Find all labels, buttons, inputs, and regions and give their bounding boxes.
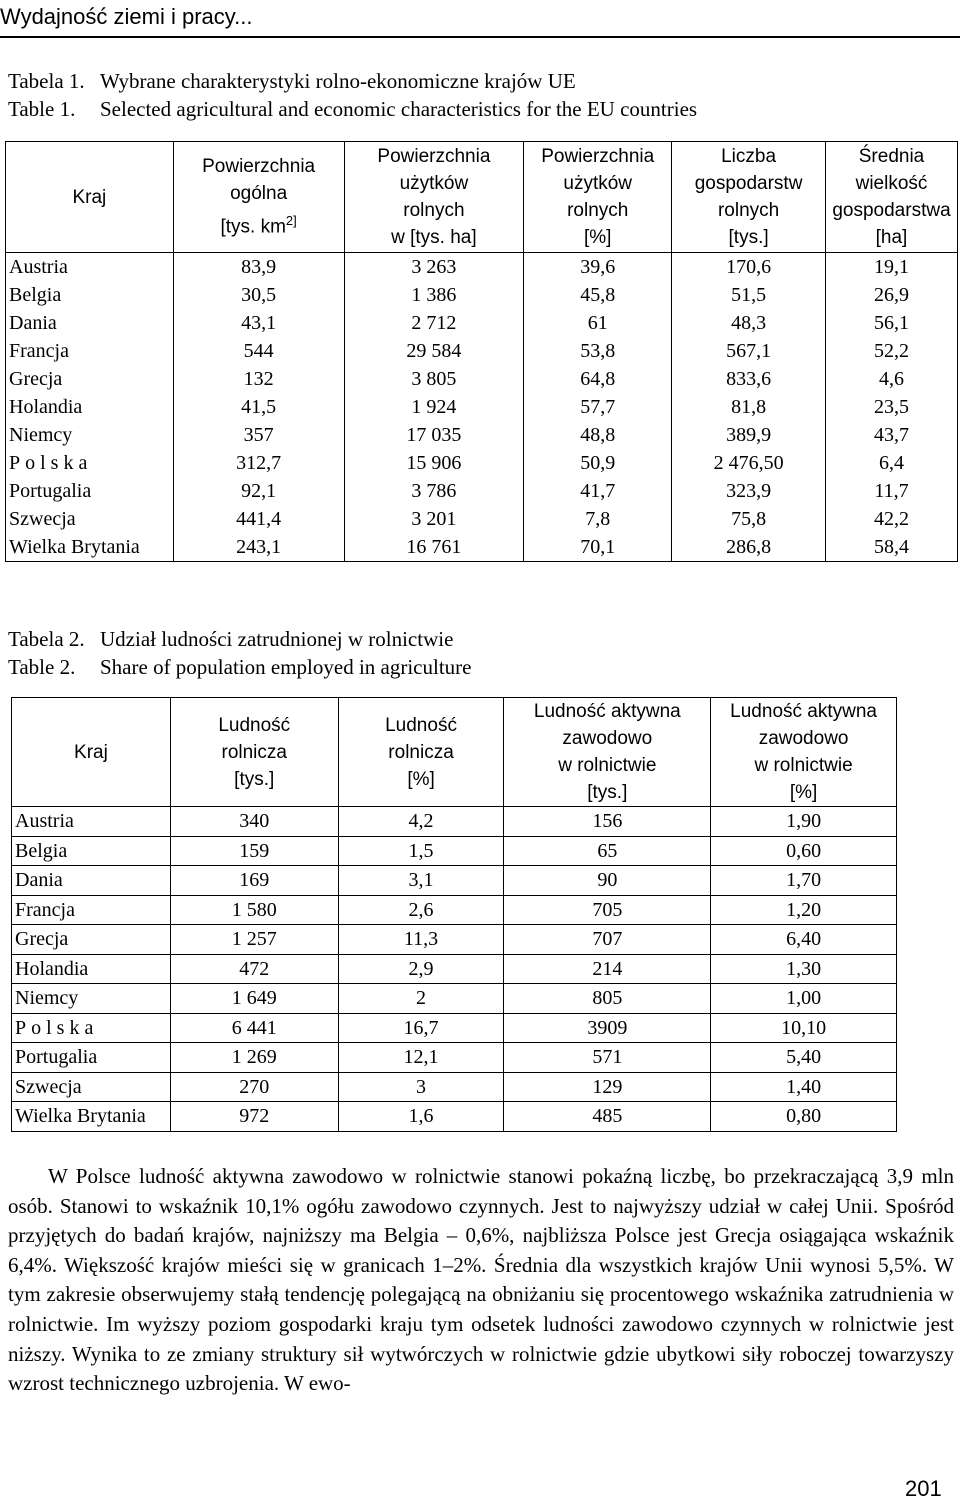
table2-header-line: [tys.] [234,768,275,790]
table2-header-line: [%] [407,768,435,790]
table2-caption-en-label: Table 2. [8,655,76,679]
value-cell: 472 [170,954,338,984]
table2-header-line: zawodowo [562,728,653,749]
table1-caption-en-label: Table 1. [8,97,76,121]
table1-caption-pl-label: Tabela 1. [8,69,85,93]
body-paragraph: W Polsce ludność aktywna zawodowo w rolnictwie stanowi pokaźną liczbę, bo przekraczającą 3,9 mln osób. Stanowi to wskaźnik 10,1% ogółu zawodowo czynnych. Jest to najwyższy udział w całej Unii. Spośród przyjętych do badań krajów, najniższy ma Belgia – 0,6%, najbliższa Polsce jest Grecja osiągająca wskaźnik 6,4%. Większość krajów mieści się w granicach 1–2%. Średnia dla wszystkich krajów Unii wynosi 5,5%. W tym zakresie obserwujemy stałą tendencję polegającą na obniżaniu się procentowego wskaźnika zatrudnienia w rolnictwie. Im wyższy poziom gospodarki kraju tym odsetek ludności zawodowo czynnych w rolnictwie jest niższy. Wynika to ze zmiany struktury sił wytwórczych w rolnictwie gdzie ubytkowi siły roboczej towarzyszy wzrost technicznego uzbrojenia. W ewo- [8,1164,954,1396]
table2-header-line: Ludność [385,714,457,736]
table2-caption-pl [8,625,471,653]
page-number: 201 [905,1476,942,1501]
value-cell: 1 257 [170,925,338,955]
table-row [12,807,897,837]
table1-header-line: Powierzchnia [541,146,655,167]
value-cell: 90 [504,866,711,896]
country-cell: Belgia [6,281,174,309]
table1-body [6,253,958,562]
value-cell: 1,30 [711,954,897,984]
table1-caption-pl-text: Wybrane charakterystyki rolno-ekonomiczne krajów UE [100,69,576,93]
value-cell: 2 [338,984,504,1014]
value-cell: 1,90 [711,807,897,837]
value-cell: 92,1 [173,477,344,505]
table2-header-3 [504,698,711,807]
table1-header-line: ogólna [230,183,288,205]
value-cell: 972 [170,1102,338,1132]
table1-header-line: rolnych [567,200,629,221]
country-cell: Polska [12,1013,171,1043]
table1-header-line: użytków [399,173,469,194]
value-cell: 286,8 [672,533,826,562]
table2-caption [8,625,471,681]
value-cell: 41,7 [524,477,672,505]
table-row [6,393,958,421]
table2-header-4 [711,698,897,807]
table2-header-line: Kraj [74,741,108,763]
country-cell: Grecja [12,925,171,955]
value-cell: 17 035 [344,421,524,449]
table-row [6,477,958,505]
value-cell: 43,7 [826,421,958,449]
table2-header-2 [338,698,504,807]
value-cell: 357 [173,421,344,449]
table-row [12,1043,897,1073]
value-cell: 51,5 [672,281,826,309]
table-row [6,253,958,282]
table1-header-line: gospodarstwa [832,200,951,221]
value-cell: 50,9 [524,449,672,477]
value-cell: 323,9 [672,477,826,505]
value-cell: 48,8 [524,421,672,449]
table2-header-line: [tys.] [587,782,628,803]
table2-header-line: zawodowo [758,728,849,749]
table-row [12,836,897,866]
table1-header-2 [344,142,524,253]
value-cell: 0,80 [711,1102,897,1132]
table1-header-line: Liczba [721,146,777,167]
country-cell: Holandia [6,393,174,421]
table-row [6,421,958,449]
value-cell: 2 712 [344,309,524,337]
country-cell: Holandia [12,954,171,984]
table1-header-row [6,142,958,253]
value-cell: 2 476,50 [672,449,826,477]
value-cell: 0,60 [711,836,897,866]
value-cell: 7,8 [524,505,672,533]
value-cell: 571 [504,1043,711,1073]
table-row [6,449,958,477]
value-cell: 58,4 [826,533,958,562]
value-cell: 70,1 [524,533,672,562]
country-cell: Szwecja [12,1072,171,1102]
value-cell: 83,9 [173,253,344,282]
value-cell: 29 584 [344,337,524,365]
table1-header-5 [826,142,958,253]
table1-header-line: [tys.] [728,227,769,248]
value-cell: 129 [504,1072,711,1102]
country-cell: Dania [12,866,171,896]
value-cell: 1,70 [711,866,897,896]
table1-header-4 [672,142,826,253]
table2-header-0 [12,698,171,807]
value-cell: 4,6 [826,365,958,393]
country-cell: Niemcy [6,421,174,449]
value-cell: 64,8 [524,365,672,393]
value-cell: 567,1 [672,337,826,365]
value-cell: 41,5 [173,393,344,421]
table1-header-1 [173,142,344,253]
table2-header-line: w rolnictwie [558,755,657,776]
value-cell: 132 [173,365,344,393]
value-cell: 42,2 [826,505,958,533]
table1-header-line: rolnych [403,200,465,221]
running-header-title: Wydajność ziemi i pracy... [0,4,253,29]
table2-header-line: rolnicza [388,741,454,763]
value-cell: 61 [524,309,672,337]
value-cell: 1,20 [711,895,897,925]
table1-header-line: rolnych [717,200,780,221]
value-cell: 2,6 [338,895,504,925]
value-cell: 11,7 [826,477,958,505]
table1-caption-en-text: Selected agricultural and economic characteristics for the EU countries [100,97,698,121]
country-cell: Dania [6,309,174,337]
value-cell: 1,40 [711,1072,897,1102]
table1-header-line: Kraj [72,186,107,208]
table-row [12,895,897,925]
value-cell: 4,2 [338,807,504,837]
table1-header-line: [ha] [875,227,908,248]
value-cell: 39,6 [524,253,672,282]
value-cell: 75,8 [672,505,826,533]
table2-header-line: [%] [789,782,818,803]
table2-caption-en [8,653,471,681]
table1-caption [8,67,697,123]
table1-header-line: Powierzchnia [377,146,491,167]
value-cell: 3 805 [344,365,524,393]
country-cell: Portugalia [6,477,174,505]
value-cell: 170,6 [672,253,826,282]
value-cell: 1 649 [170,984,338,1014]
table1-caption-en [8,95,697,123]
value-cell: 1 924 [344,393,524,421]
table1-header-line: użytków [563,173,633,194]
value-cell: 3 263 [344,253,524,282]
country-cell: Francja [12,895,171,925]
country-cell: Portugalia [12,1043,171,1073]
table1-header-line: w [tys. ha] [391,227,477,248]
value-cell: 57,7 [524,393,672,421]
value-cell: 156 [504,807,711,837]
value-cell: 81,8 [672,393,826,421]
value-cell: 56,1 [826,309,958,337]
value-cell: 389,9 [672,421,826,449]
value-cell: 65 [504,836,711,866]
table1-header-superscript: 2] [285,213,297,229]
value-cell: 30,5 [173,281,344,309]
table2-header-line: Ludność aktywna [533,701,681,722]
value-cell: 26,9 [826,281,958,309]
value-cell: 19,1 [826,253,958,282]
table1-header-0 [6,142,174,253]
table-row [6,281,958,309]
table1-header-line: Powierzchnia [202,156,316,178]
table-row [6,533,958,562]
table-row [12,866,897,896]
country-cell: Grecja [6,365,174,393]
value-cell: 23,5 [826,393,958,421]
value-cell: 270 [170,1072,338,1102]
table2-caption-en-text: Share of population employed in agriculture [100,655,472,679]
value-cell: 3 786 [344,477,524,505]
value-cell: 3 201 [344,505,524,533]
country-cell: Wielka Brytania [6,533,174,562]
value-cell: 707 [504,925,711,955]
value-cell: 16 761 [344,533,524,562]
value-cell: 1 580 [170,895,338,925]
table2-header-row [12,698,897,807]
value-cell: 10,10 [711,1013,897,1043]
value-cell: 16,7 [338,1013,504,1043]
country-cell: Austria [12,807,171,837]
value-cell: 6,4 [826,449,958,477]
table-row [6,309,958,337]
value-cell: 805 [504,984,711,1014]
value-cell: 2,9 [338,954,504,984]
value-cell: 6,40 [711,925,897,955]
table1-header-3 [524,142,672,253]
value-cell: 243,1 [173,533,344,562]
country-cell: Belgia [12,836,171,866]
table-row [6,337,958,365]
value-cell: 52,2 [826,337,958,365]
value-cell: 53,8 [524,337,672,365]
value-cell: 1,00 [711,984,897,1014]
value-cell: 11,3 [338,925,504,955]
country-cell: Austria [6,253,174,282]
value-cell: 441,4 [173,505,344,533]
table2-header-line: rolnicza [221,741,287,763]
country-cell: Wielka Brytania [12,1102,171,1132]
country-cell: Niemcy [12,984,171,1014]
table1-header-line: wielkość [855,173,928,194]
table2-header-line: Ludność [218,714,291,736]
table1-header-line: [tys. $km^{2]}$ [220,213,297,238]
table-row [12,1102,897,1132]
table-row [12,1013,897,1043]
value-cell: 43,1 [173,309,344,337]
country-cell: Francja [6,337,174,365]
table1-header-line: Średnia [858,146,925,167]
table1-header-line: [%] [583,227,612,248]
value-cell: 169 [170,866,338,896]
table2-caption-pl-text: Udział ludności zatrudnionej w rolnictwie [100,627,454,651]
table-row [6,505,958,533]
value-cell: 214 [504,954,711,984]
value-cell: 544 [173,337,344,365]
table2-caption-pl-label: Tabela 2. [8,627,85,651]
table-row [12,1072,897,1102]
table-row [12,925,897,955]
value-cell: 340 [170,807,338,837]
table2-header-1 [170,698,338,807]
value-cell: 3909 [504,1013,711,1043]
value-cell: 3,1 [338,866,504,896]
country-cell: Szwecja [6,505,174,533]
value-cell: 485 [504,1102,711,1132]
table-row [6,365,958,393]
table1 [5,141,958,562]
table2-body [12,807,897,1132]
value-cell: 1 386 [344,281,524,309]
table1-header-line: gospodarstw [694,173,803,194]
value-cell: 3 [338,1072,504,1102]
value-cell: 1 269 [170,1043,338,1073]
country-cell: Polska [6,449,174,477]
value-cell: 1,6 [338,1102,504,1132]
value-cell: 15 906 [344,449,524,477]
value-cell: 6 441 [170,1013,338,1043]
value-cell: 45,8 [524,281,672,309]
table2 [11,697,897,1132]
value-cell: 159 [170,836,338,866]
running-header [0,2,960,38]
value-cell: 833,6 [672,365,826,393]
value-cell: 12,1 [338,1043,504,1073]
table1-caption-pl [8,67,697,95]
table-row [12,984,897,1014]
value-cell: 1,5 [338,836,504,866]
value-cell: 312,7 [173,449,344,477]
value-cell: 705 [504,895,711,925]
value-cell: 5,40 [711,1043,897,1073]
table2-header-line: Ludność aktywna [730,701,877,722]
table2-header-line: w rolnictwie [754,755,853,776]
table-row [12,954,897,984]
value-cell: 48,3 [672,309,826,337]
